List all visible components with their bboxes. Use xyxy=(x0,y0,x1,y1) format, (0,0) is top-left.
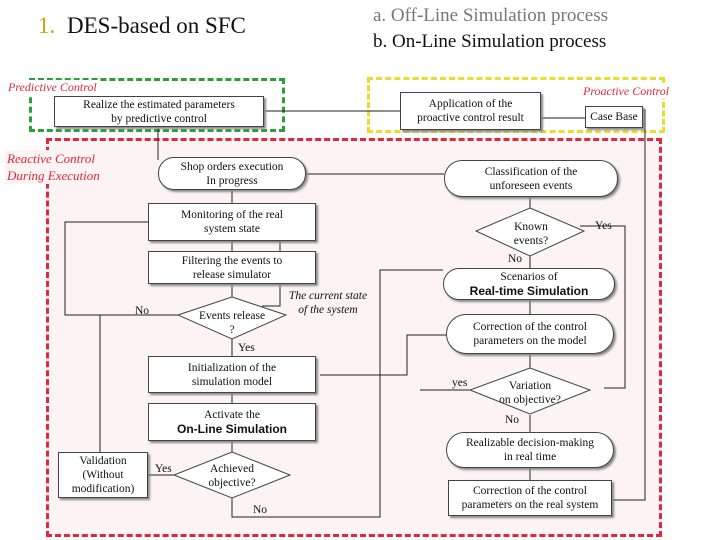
events-release-no-label: No xyxy=(135,305,150,317)
events-release-yes-label: Yes xyxy=(238,342,255,354)
reactive-label-line2: During Execution xyxy=(7,168,100,183)
proactive-control-label: Proactive Control xyxy=(583,84,670,98)
known-yes-label: Yes xyxy=(595,220,612,232)
classification-line-2: unforeseen events xyxy=(489,179,573,192)
correction-model-box xyxy=(446,314,614,354)
achieved-no-label: No xyxy=(253,504,268,516)
variation-text xyxy=(488,379,572,407)
activate-line-2: On-Line Simulation xyxy=(177,422,287,436)
events-release-text xyxy=(188,309,276,337)
variation-line-2: on objective? xyxy=(499,394,561,406)
scenarios-box xyxy=(443,268,615,300)
correction-real-box xyxy=(448,480,612,516)
shop-orders-line-2: In progress xyxy=(206,174,258,187)
known-line-1: Known xyxy=(514,221,548,233)
monitoring-line-1: Monitoring of the real xyxy=(181,209,283,221)
events-release-line-2: ? xyxy=(229,324,235,336)
realizable-line-2: in real time xyxy=(503,451,557,463)
variation-no-label: No xyxy=(505,414,520,426)
validation-line-1: Validation xyxy=(79,455,127,467)
case-base-box xyxy=(585,106,643,128)
achieved-line-1: Achieved xyxy=(209,463,255,475)
title-text: DES-based on SFC xyxy=(67,13,246,38)
case-base-text: Case Base xyxy=(590,111,638,123)
application-line-2: proactive control result xyxy=(417,112,524,124)
realizable-box xyxy=(446,432,614,468)
filtering-line-2: release simulator xyxy=(192,268,272,281)
application-line-1: Application of the xyxy=(428,98,513,110)
activate-box xyxy=(148,403,316,441)
predictive-control-label: Predictive Control xyxy=(8,80,97,94)
correction-model-line-2: parameters on the model xyxy=(473,335,587,347)
known-line-2: events? xyxy=(513,235,549,247)
classification-line-1: Classification of the xyxy=(484,165,578,178)
correction-real-line-1: Correction of the control xyxy=(472,485,587,497)
shop-orders-box xyxy=(158,157,306,190)
realize-parameters-box xyxy=(54,96,264,127)
known-events-text xyxy=(494,220,568,248)
initialization-box xyxy=(148,356,316,393)
classification-box xyxy=(444,160,618,197)
list-item-online: b. On-Line Simulation process xyxy=(373,31,607,52)
validation-box xyxy=(58,452,148,498)
validation-line-3: modification) xyxy=(71,483,135,495)
list-item-offline: a. Off-Line Simulation process xyxy=(373,5,608,26)
known-no-label: No xyxy=(508,253,523,265)
current-state-line-2: of the system xyxy=(298,304,358,316)
current-state-label xyxy=(282,289,374,317)
variation-line-1: Variation xyxy=(508,380,552,392)
realize-line-2: by predictive control xyxy=(111,112,207,125)
achieved-text xyxy=(190,462,274,490)
correction-model-line-1: Correction of the control xyxy=(472,321,587,333)
current-state-line-1: The current state xyxy=(288,290,368,302)
achieved-yes-label: Yes xyxy=(155,463,172,475)
variation-yes-label: yes xyxy=(452,377,468,389)
activate-line-1: Activate the xyxy=(204,409,260,421)
monitoring-box xyxy=(148,203,316,241)
reactive-label-line1: Reactive Control xyxy=(7,151,95,166)
scenarios-line-1: Scenarios of xyxy=(500,271,558,283)
events-release-line-1: Events release xyxy=(198,310,266,322)
initialization-line-2: simulation model xyxy=(191,375,273,388)
correction-real-line-2: parameters on the real system xyxy=(461,499,599,511)
achieved-line-2: objective? xyxy=(208,477,256,489)
filtering-line-1: Filtering the events to xyxy=(181,254,283,267)
realize-line-1: Realize the estimated parameters xyxy=(83,98,235,111)
scenarios-line-2: Real-time Simulation xyxy=(469,284,589,298)
validation-line-2: (Without xyxy=(82,469,124,481)
title-number: 1. xyxy=(38,13,56,38)
realizable-line-1: Realizable decision-making xyxy=(465,437,595,449)
shop-orders-line-1: Shop orders execution xyxy=(180,160,284,173)
application-result-box xyxy=(400,92,541,130)
filtering-box xyxy=(148,251,316,284)
monitoring-line-2: system state xyxy=(204,223,260,235)
initialization-line-1: Initialization of the xyxy=(187,361,277,374)
